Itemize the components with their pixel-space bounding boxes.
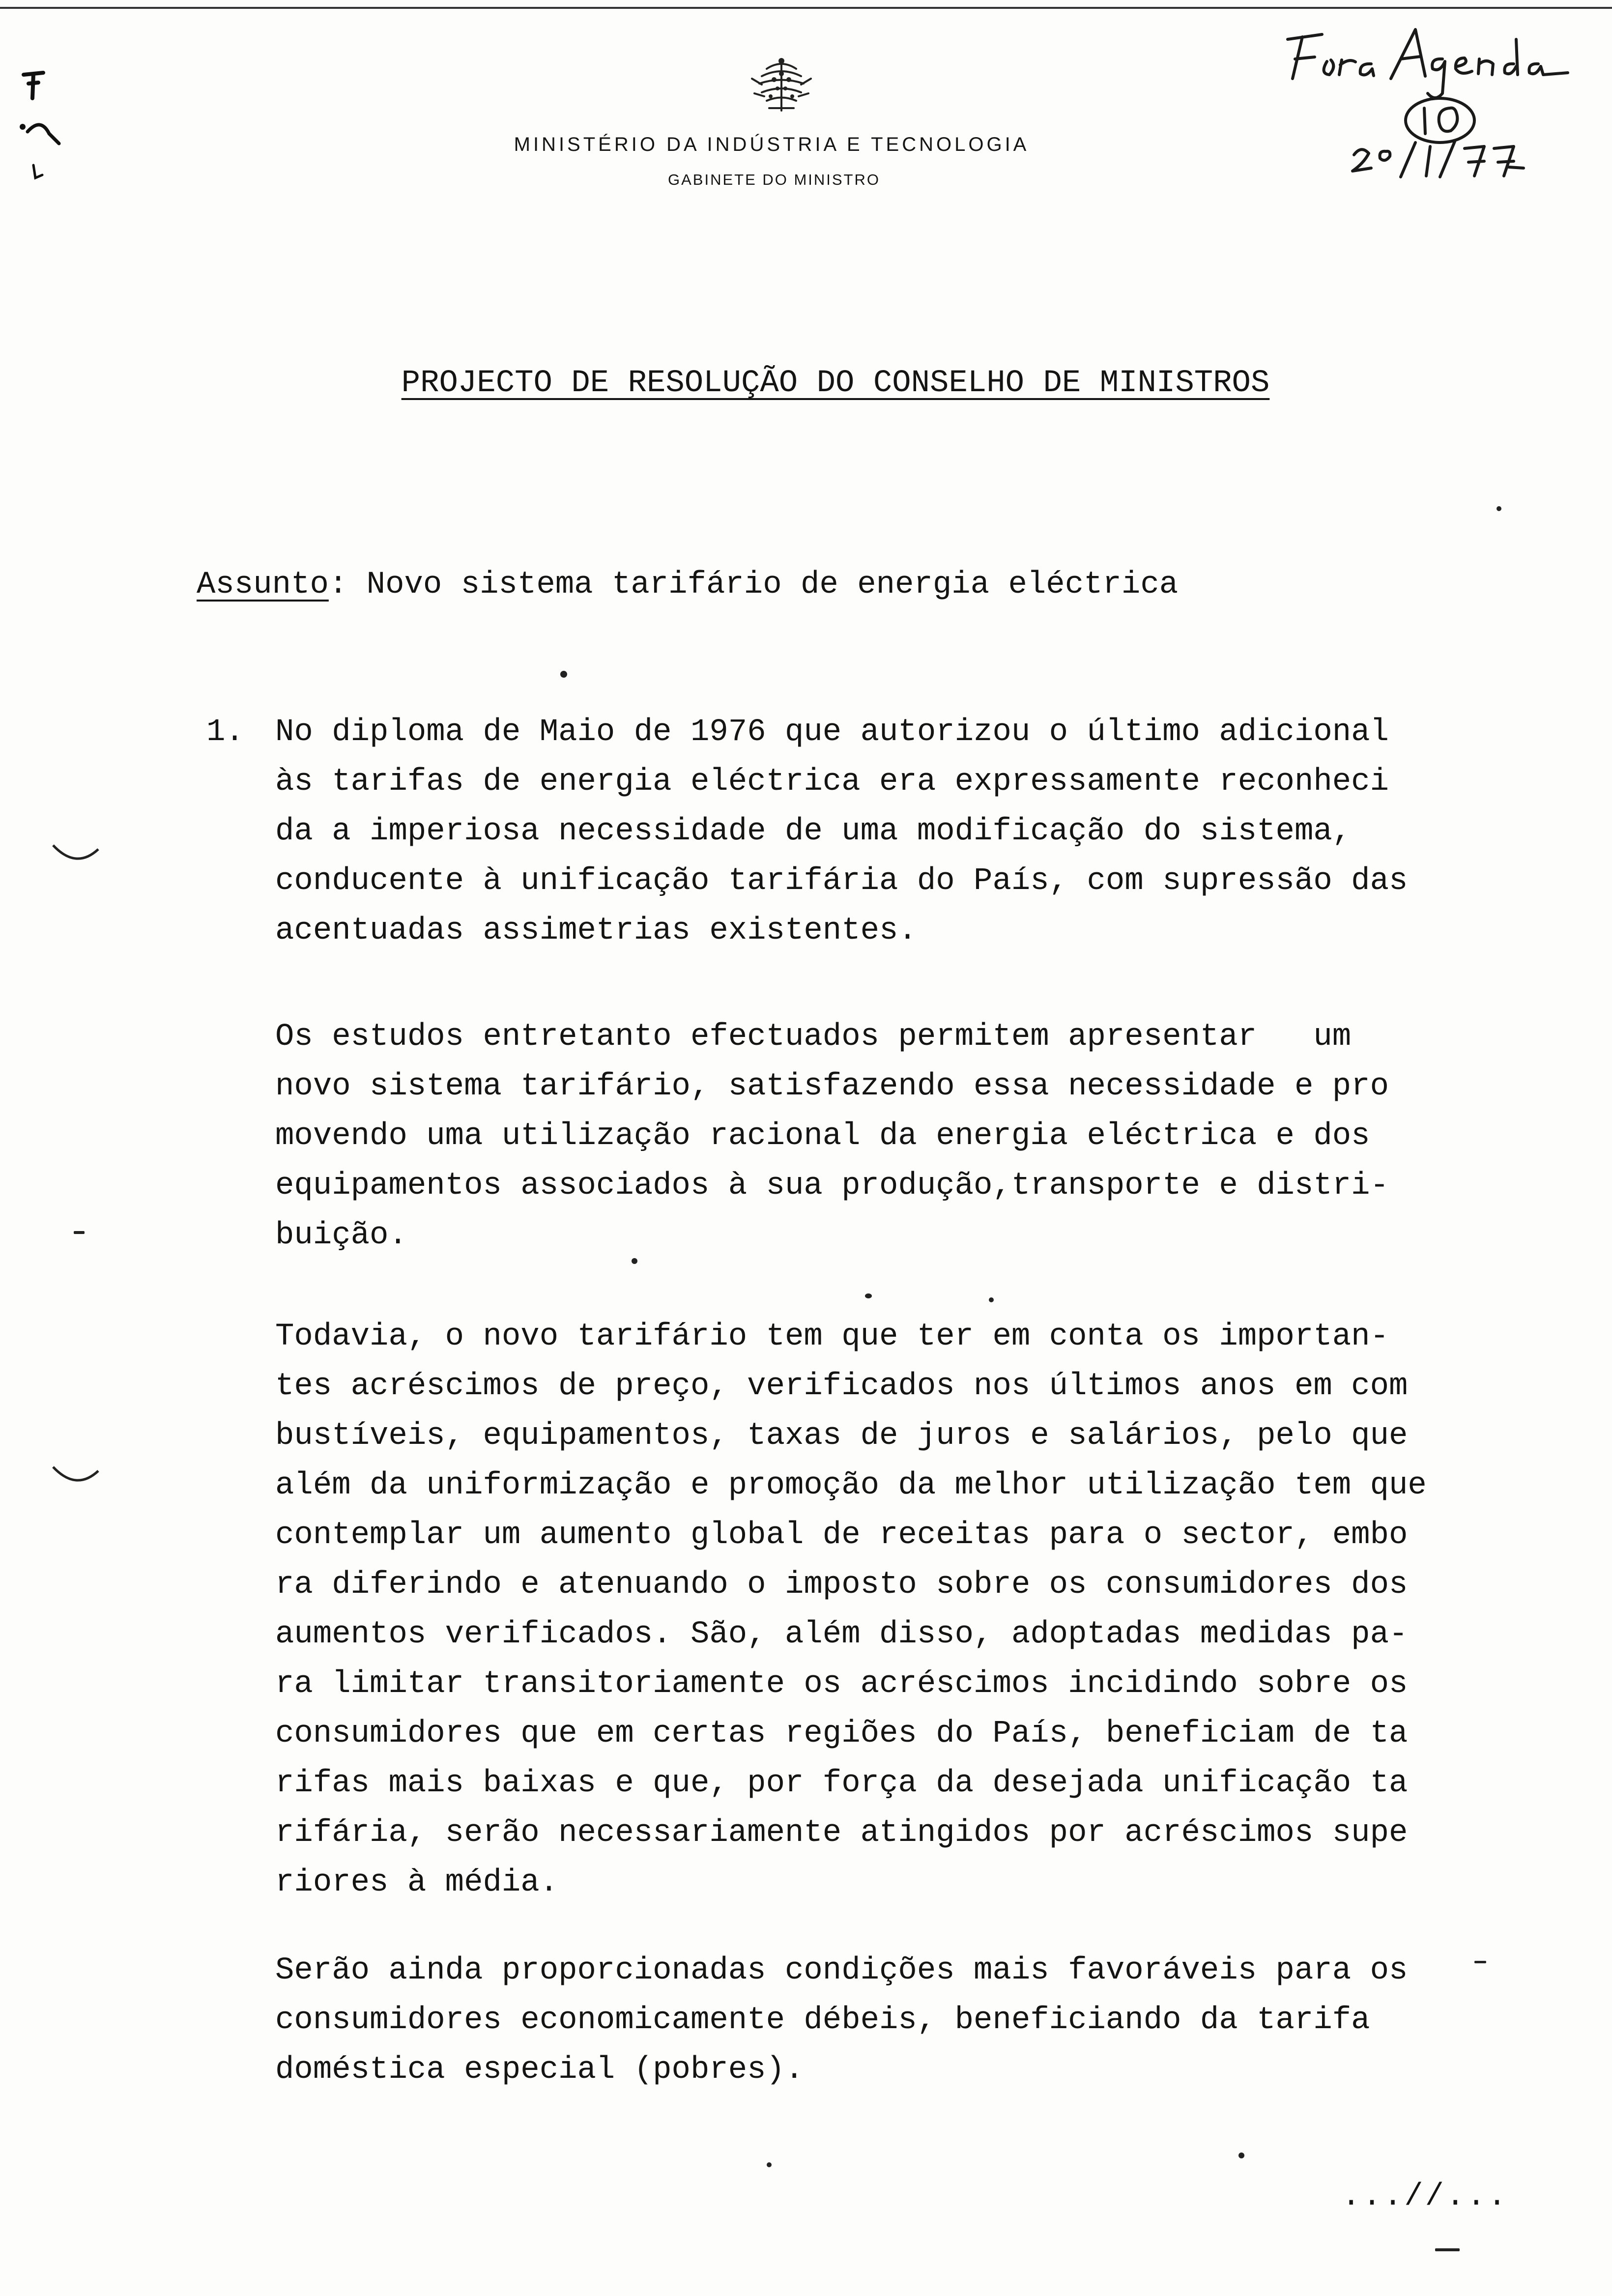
top-rule xyxy=(0,7,1612,9)
paragraph-3 xyxy=(275,1312,1427,1908)
scan-speck xyxy=(865,1293,872,1298)
paragraph-line: No diploma de Maio de 1976 que autorizou o último adicional xyxy=(275,715,1389,750)
scan-speck xyxy=(989,1297,994,1302)
margin-sign-icon xyxy=(14,69,68,187)
scan-speck xyxy=(1497,506,1501,511)
paragraph-line: consumidores economicamente débeis, beneficiando da tarifa xyxy=(275,2003,1370,2038)
subject-label: Assunto xyxy=(197,567,329,603)
scan-speck xyxy=(560,671,567,678)
margin-arc-icon xyxy=(49,1462,103,1492)
paragraph-line: conducente à unificação tarifária do País, com supressão das xyxy=(275,863,1408,899)
paragraph-line: Serão ainda proporcionadas condições mais favoráveis para os xyxy=(275,1953,1408,1988)
cabinet-name: GABINETE DO MINISTRO xyxy=(667,171,881,188)
paragraph-line: riores à média. xyxy=(275,1865,559,1900)
paragraph-line: doméstica especial (pobres). xyxy=(275,2052,804,2088)
scan-speck xyxy=(1238,2152,1244,2158)
subject-text: : Novo sistema tarifário de energia eléctrica xyxy=(328,567,1179,603)
paragraph-line: rifária, serão necessariamente atingidos por acréscimos supe xyxy=(275,1815,1408,1851)
scan-speck xyxy=(1435,2248,1460,2251)
scan-speck xyxy=(1474,1961,1486,1963)
paragraph-line: contemplar um aumento global de receitas para o sector, embo xyxy=(275,1518,1408,1553)
paragraph-line: Todavia, o novo tarifário tem que ter em conta os importan- xyxy=(275,1319,1389,1354)
paragraph-line: ra diferindo e atenuando o imposto sobre os consumidores dos xyxy=(275,1567,1408,1603)
handwritten-annotation xyxy=(1268,20,1583,182)
subject-line xyxy=(197,560,1178,609)
paragraph-line: equipamentos associados à sua produção,transporte e distri- xyxy=(275,1168,1389,1204)
paragraph-line: buição. xyxy=(275,1218,407,1253)
paragraph-line: acentuadas assimetrias existentes. xyxy=(275,913,917,948)
paragraph-1 xyxy=(275,708,1408,956)
paragraph-line: da a imperiosa necessidade de uma modificação do sistema, xyxy=(275,814,1352,849)
paragraph-line: bustíveis, equipamentos, taxas de juros e salários, pelo que xyxy=(275,1418,1408,1454)
margin-arc-icon xyxy=(49,840,103,870)
document-title: PROJECTO DE RESOLUÇÃO DO CONSELHO DE MINISTROS xyxy=(401,366,1270,401)
paragraph-line: novo sistema tarifário, satisfazendo essa necessidade e pro xyxy=(275,1069,1389,1104)
paragraph-4 xyxy=(275,1946,1408,2095)
continuation-marker: ...//... xyxy=(1342,2179,1509,2214)
scan-speck xyxy=(74,1231,85,1234)
paragraph-line: ra limitar transitoriamente os acréscimos incidindo sobre os xyxy=(275,1666,1408,1702)
scan-speck xyxy=(767,2162,772,2167)
paragraph-line: às tarifas de energia eléctrica era expressamente reconheci xyxy=(275,764,1389,800)
paragraph-line: tes acréscimos de preço, verificados nos últimos anos em com xyxy=(275,1369,1408,1404)
paragraph-line: além da uniformização e promoção da melhor utilização tem que xyxy=(275,1468,1427,1503)
paragraph-line: aumentos verificados. São, além disso, adoptadas medidas pa- xyxy=(275,1617,1408,1652)
scan-speck xyxy=(632,1258,637,1264)
paragraph-line: movendo uma utilização racional da energia eléctrica e dos xyxy=(275,1119,1370,1154)
paragraph-2 xyxy=(275,1012,1389,1261)
section-number: 1. xyxy=(206,715,244,750)
paragraph-line: rifas mais baixas e que, por força da desejada unificação ta xyxy=(275,1766,1408,1801)
paragraph-line: consumidores que em certas regiões do País, beneficiam de ta xyxy=(275,1716,1408,1751)
ministry-name: MINISTÉRIO DA INDÚSTRIA E TECNOLOGIA xyxy=(514,134,1030,155)
coat-of-arms-icon xyxy=(732,54,831,118)
paragraph-line: Os estudos entretanto efectuados permitem apresentar um xyxy=(275,1019,1352,1055)
